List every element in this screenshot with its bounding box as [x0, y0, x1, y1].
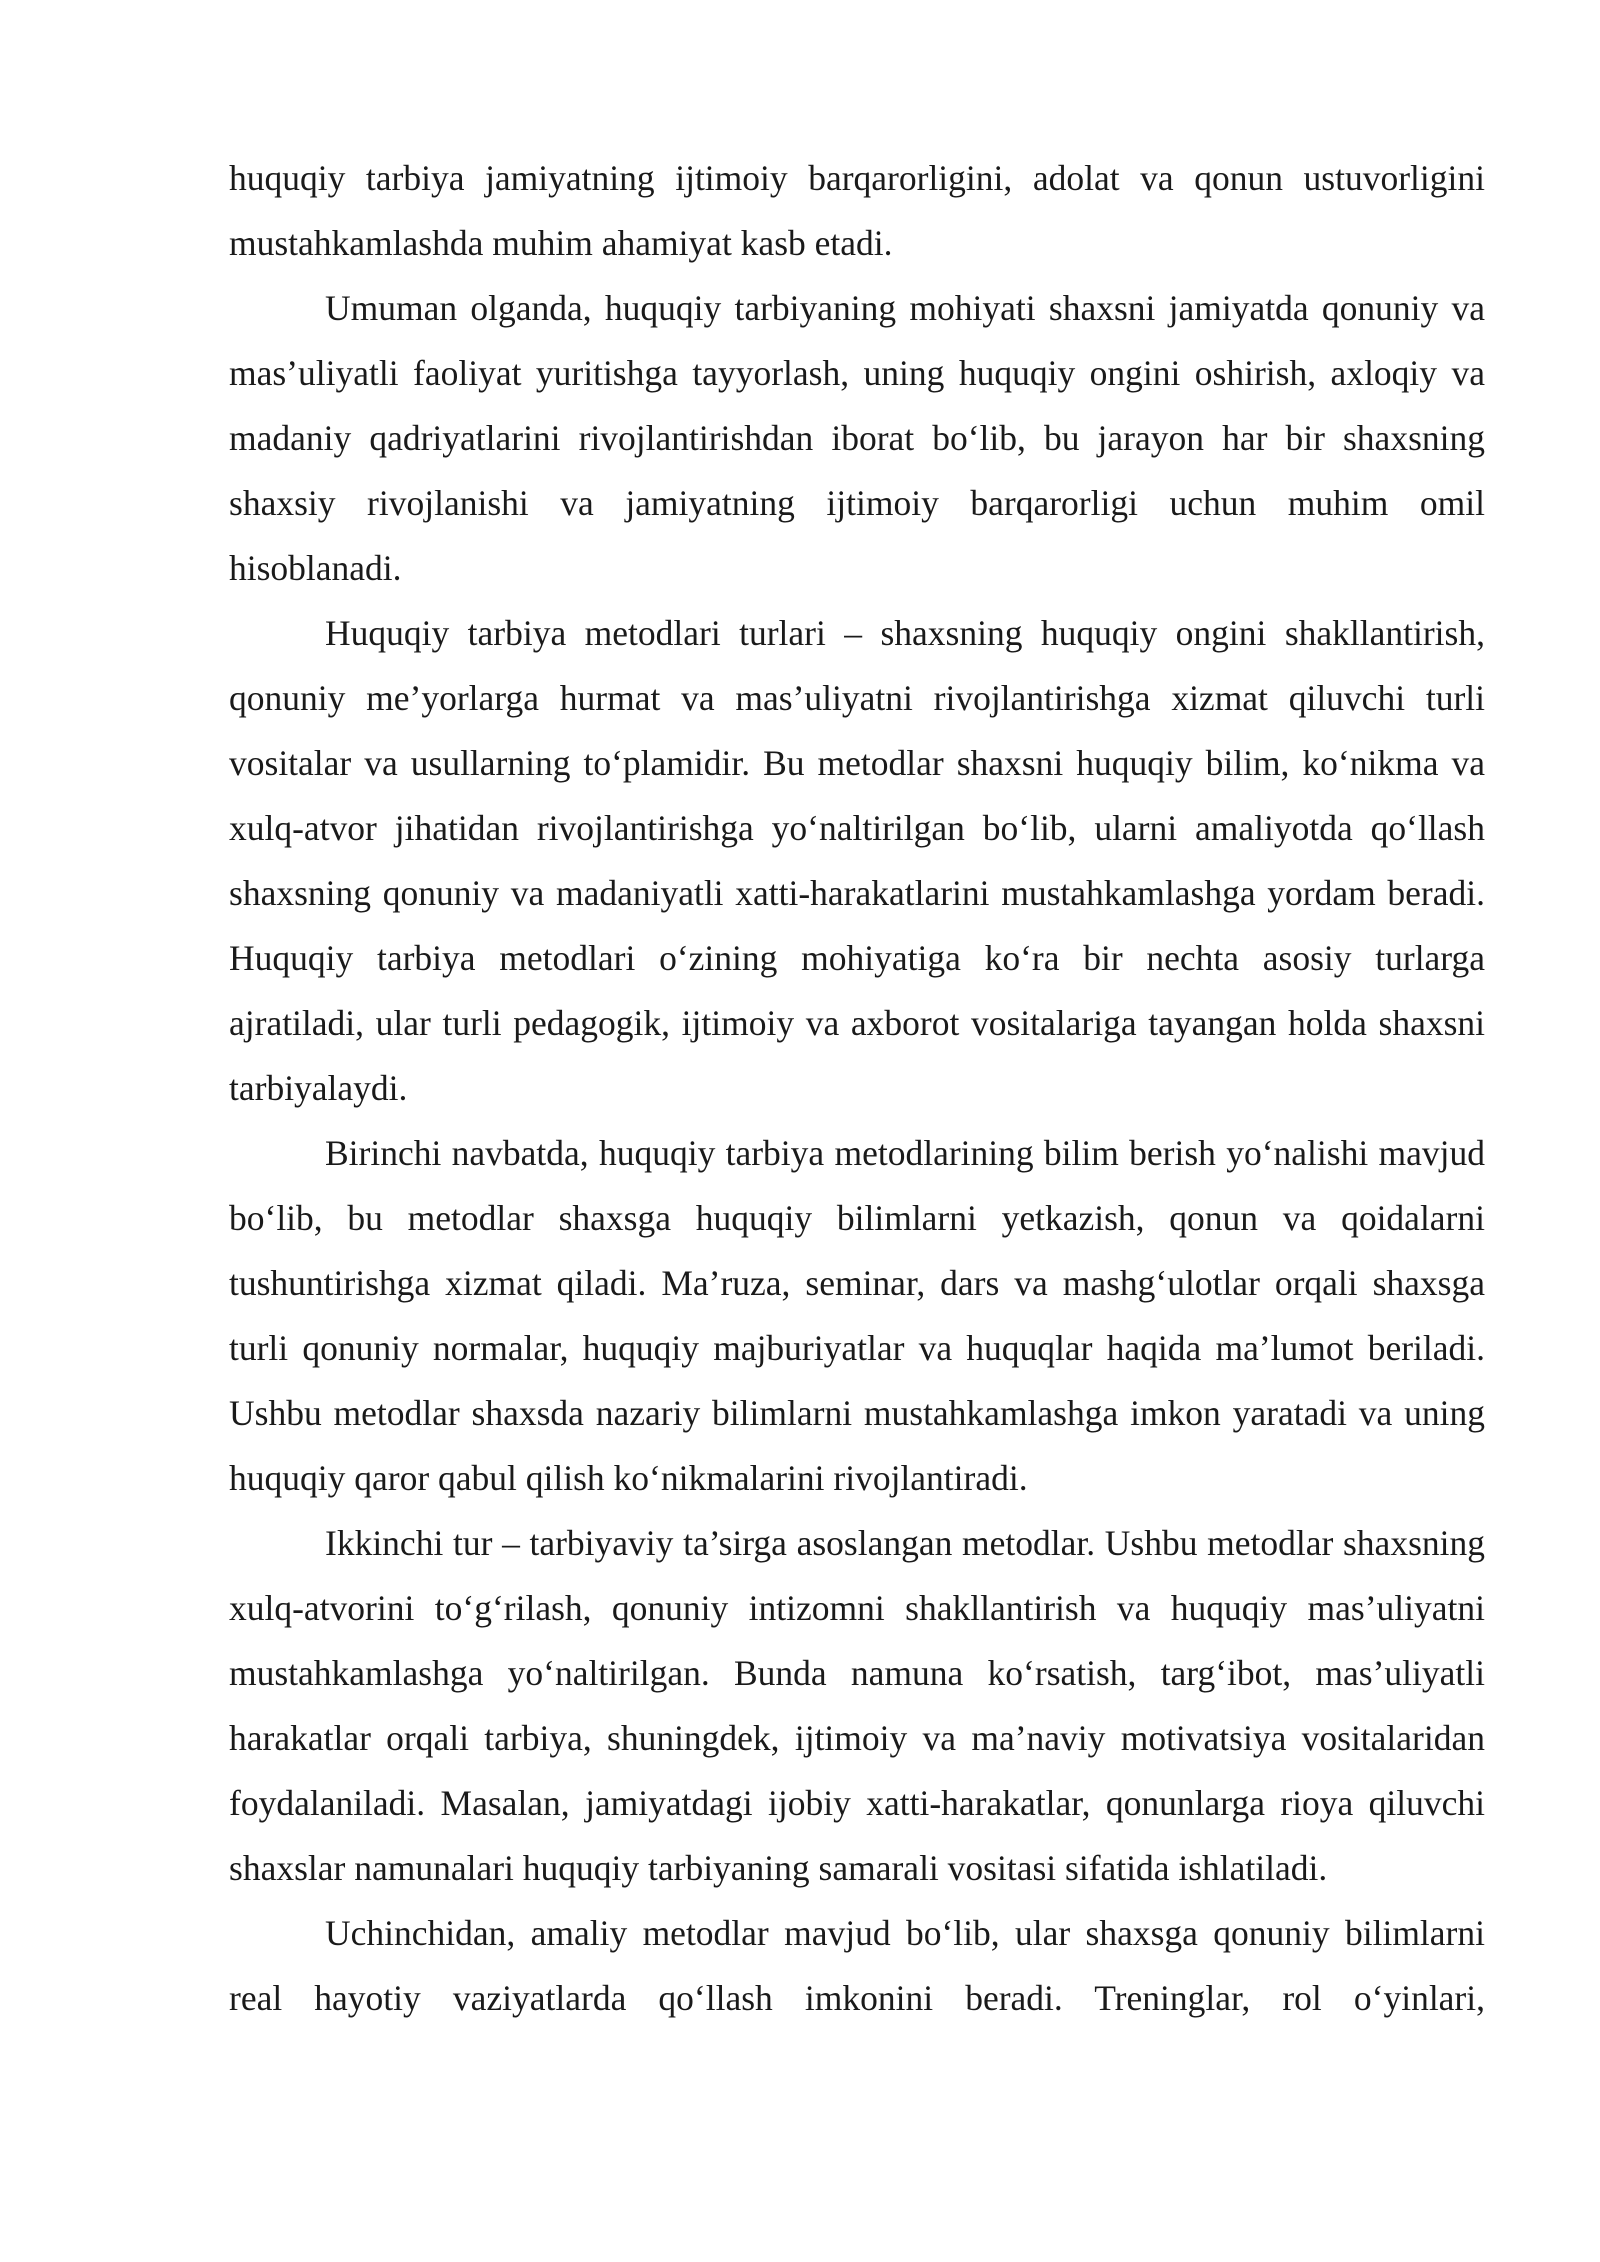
paragraph-1: huquqiy tarbiya jamiyatning ijtimoiy barqarorligini, adolat va qonun ustuvorligini mustahkamlashda muhim ahamiyat kasb etadi.: [229, 158, 1485, 263]
paragraph-6: Uchinchidan, amaliy metodlar mavjud bo‘lib, ular shaxsga qonuniy bilimlarni real hayotiy vaziyatlarda qo‘llash imkonini beradi. Treninglar, rol o‘yinlari,: [229, 1913, 1485, 2018]
paragraph-2: Umuman olganda, huquqiy tarbiyaning mohiyati shaxsni jamiyatda qonuniy va mas’uliyatli faoliyat yuritishga tayyorlash, uning huquqiy ongini oshirish, axloqiy va madaniy qadriyatlarini rivojlantirishdan iborat bo‘lib, bu jarayon har bir shaxsning shaxsiy rivojlanishi va jamiyatning ijtimoiy barqarorligi uchun muhim omil hisoblanadi.: [229, 288, 1485, 588]
document-body: [229, 146, 1485, 2031]
paragraph-3: Huquqiy tarbiya metodlari turlari – shaxsning huquqiy ongini shakllantirish, qonuniy me’yorlarga hurmat va mas’uliyatni rivojlantirishga xizmat qiluvchi turli vositalar va usullarning to‘plamidir. Bu metodlar shaxsni huquqiy bilim, ko‘nikma va xulq-atvor jihatidan rivojlantirishga yo‘naltirilgan bo‘lib, ularni amaliyotda qo‘llash shaxsning qonuniy va madaniyatli xatti-harakatlarini mustahkamlashga yordam beradi. Huquqiy tarbiya metodlari o‘zining mohiyatiga ko‘ra bir nechta asosiy turlarga ajratiladi, ular turli pedagogik, ijtimoiy va axborot vositalariga tayangan holda shaxsni tarbiyalaydi.: [229, 613, 1485, 1108]
paragraph-5: Ikkinchi tur – tarbiyaviy ta’sirga asoslangan metodlar. Ushbu metodlar shaxsning xulq-atvorini to‘g‘rilash, qonuniy intizomni shakllantirish va huquqiy mas’uliyatni mustahkamlashga yo‘naltirilgan. Bunda namuna ko‘rsatish, targ‘ibot, mas’uliyatli harakatlar orqali tarbiya, shuningdek, ijtimoiy va ma’naviy motivatsiya vositalaridan foydalaniladi. Masalan, jamiyatdagi ijobiy xatti-harakatlar, qonunlarga rioya qiluvchi shaxslar namunalari huquqiy tarbiyaning samarali vositasi sifatida ishlatiladi.: [229, 1523, 1485, 1888]
paragraph-4: Birinchi navbatda, huquqiy tarbiya metodlarining bilim berish yo‘nalishi mavjud bo‘lib, bu metodlar shaxsga huquqiy bilimlarni yetkazish, qonun va qoidalarni tushuntirishga xizmat qiladi. Ma’ruza, seminar, dars va mashg‘ulotlar orqali shaxsga turli qonuniy normalar, huquqiy majburiyatlar va huquqlar haqida ma’lumot beriladi. Ushbu metodlar shaxsda nazariy bilimlarni mustahkamlashga imkon yaratadi va uning huquqiy qaror qabul qilish ko‘nikmalarini rivojlantiradi.: [229, 1133, 1485, 1498]
